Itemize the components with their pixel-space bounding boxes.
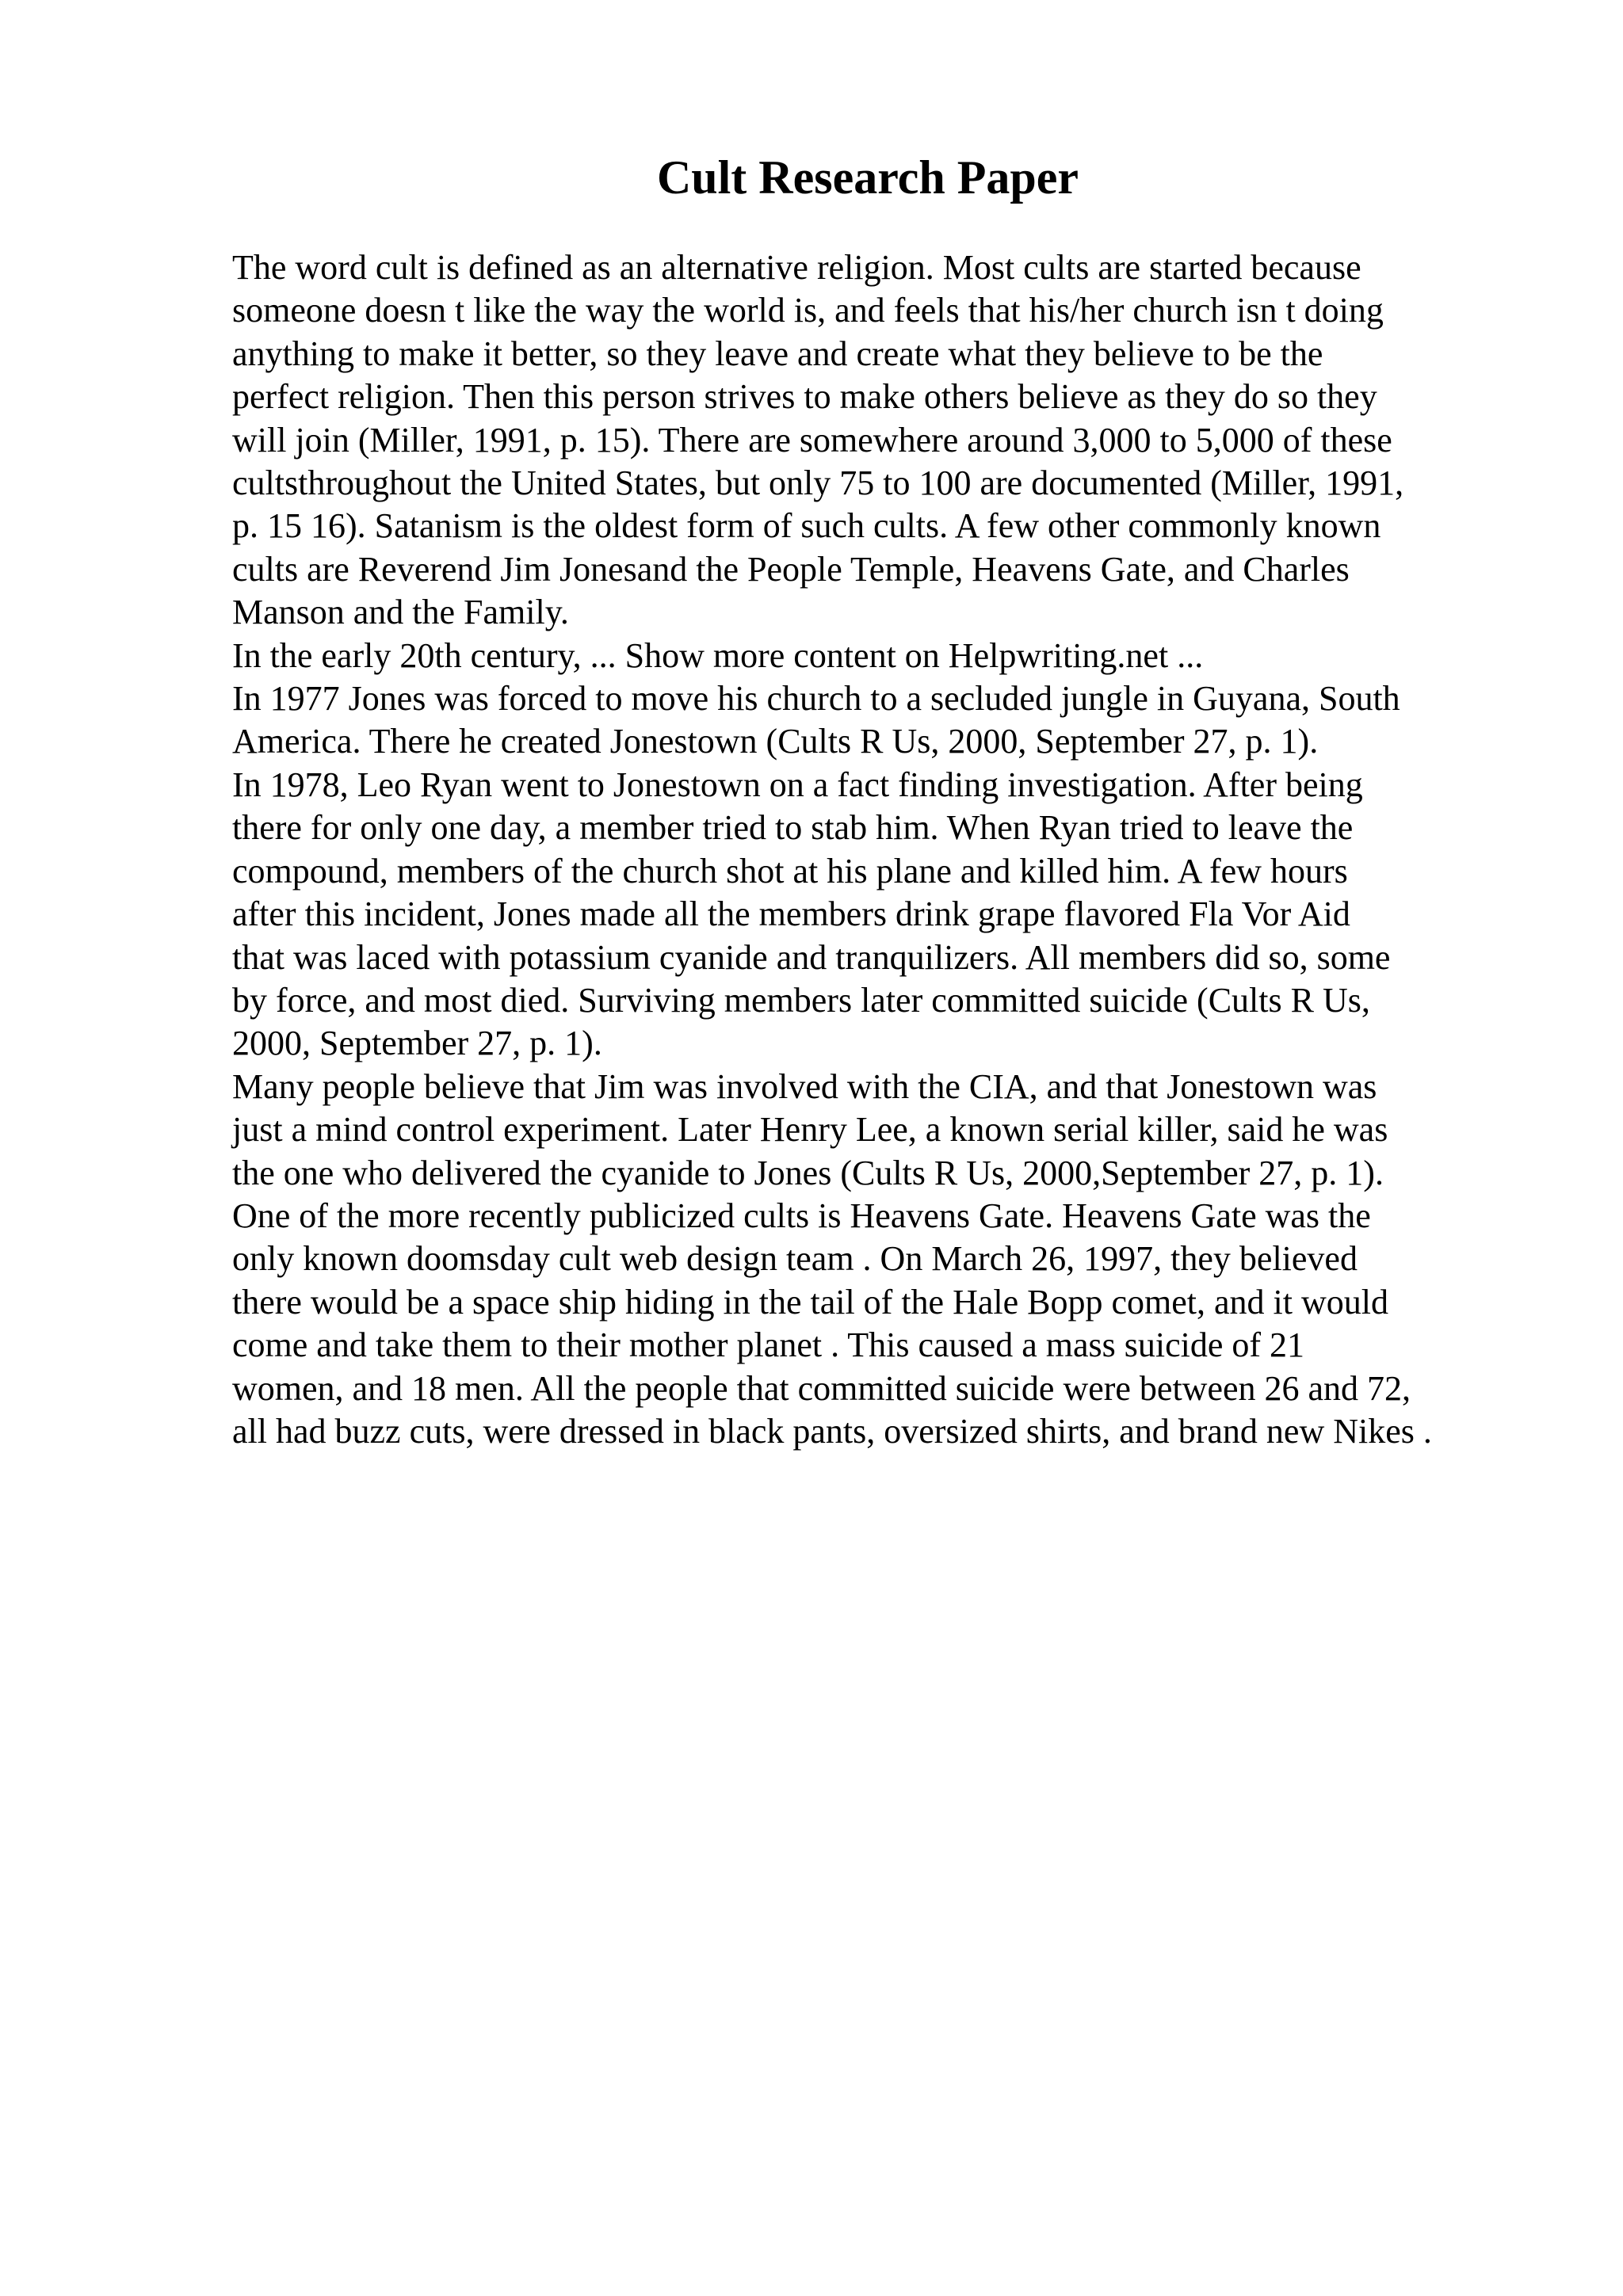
body-line: Many people believe that Jim was involved with the CIA, and that Jonestown was	[232, 1066, 1377, 1106]
body-line: One of the more recently publicized cults is Heavens Gate. Heavens Gate was the	[232, 1196, 1371, 1235]
body-line: after this incident, Jones made all the members drink grape flavored Fla Vor Aid	[232, 894, 1350, 934]
body-line: will join (Miller, 1991, p. 15). There are somewhere around 3,000 to 5,000 of these	[232, 420, 1392, 460]
body-line: all had buzz cuts, were dressed in black pants, oversized shirts, and brand new Nikes .	[232, 1411, 1432, 1451]
body-line: only known doomsday cult web design team . On March 26, 1997, they believed	[232, 1239, 1358, 1279]
body-line: 2000, September 27, p. 1).	[232, 1024, 602, 1063]
body-line: there for only one day, a member tried to stab him. When Ryan tried to leave the	[232, 808, 1354, 848]
body-line: Manson and the Family.	[232, 593, 569, 632]
body-line: America. There he created Jonestown (Cults R Us, 2000, September 27, p. 1).	[232, 722, 1319, 761]
document-title: Cult Research Paper	[656, 151, 1079, 204]
body-line: p. 15 16). Satanism is the oldest form of such cults. A few other commonly known	[232, 506, 1381, 546]
body-line: compound, members of the church shot at his plane and killed him. A few hours	[232, 851, 1348, 891]
body-line: cults are Reverend Jim Jonesand the People Temple, Heavens Gate, and Charles	[232, 549, 1350, 589]
body-line: In 1978, Leo Ryan went to Jonestown on a fact finding investigation. After being	[232, 765, 1363, 804]
body-line: someone doesn t like the way the world is, and feels that his/her church isn t doing	[232, 291, 1384, 330]
body-line: by force, and most died. Surviving members later committed suicide (Cults R Us,	[232, 980, 1370, 1020]
show-more-line: In the early 20th century, ... Show more content on Helpwriting.net ...	[232, 635, 1204, 675]
document-body	[232, 246, 1516, 1453]
body-line: anything to make it better, so they leave and create what they believe to be the	[232, 334, 1323, 373]
body-line: there would be a space ship hiding in the tail of the Hale Bopp comet, and it would	[232, 1282, 1388, 1322]
body-line: In 1977 Jones was forced to move his church to a secluded jungle in Guyana, South	[232, 679, 1400, 719]
body-line: just a mind control experiment. Later Henry Lee, a known serial killer, said he was	[232, 1110, 1388, 1150]
body-line: The word cult is defined as an alternative religion. Most cults are started because	[232, 248, 1361, 287]
body-line: the one who delivered the cyanide to Jones (Cults R Us, 2000,September 27, p. 1).	[232, 1153, 1384, 1192]
body-line: cultsthroughout the United States, but only 75 to 100 are documented (Miller, 1991,	[232, 463, 1404, 503]
body-line: women, and 18 men. All the people that committed suicide were between 26 and 72,	[232, 1368, 1411, 1408]
body-line: that was laced with potassium cyanide and tranquilizers. All members did so, some	[232, 937, 1391, 977]
body-line: come and take them to their mother planet . This caused a mass suicide of 21	[232, 1325, 1305, 1365]
body-line: perfect religion. Then this person strives to make others believe as they do so they	[232, 377, 1377, 417]
